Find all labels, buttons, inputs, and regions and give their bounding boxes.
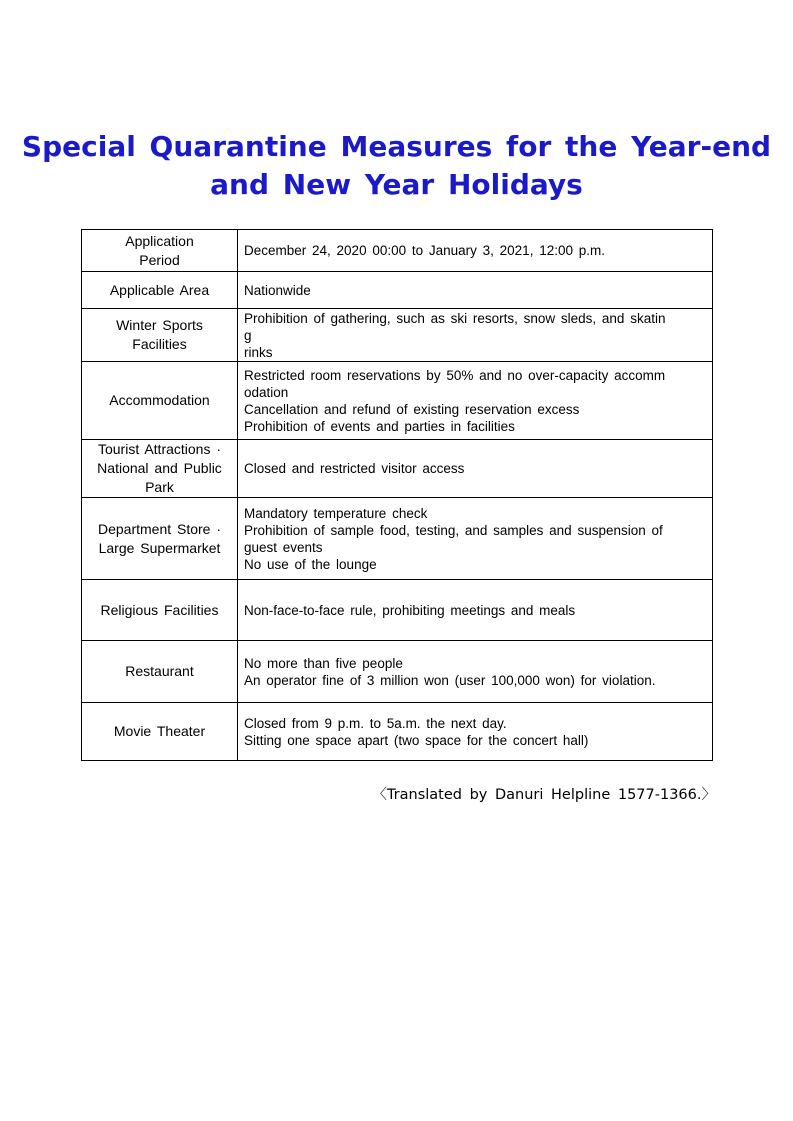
details-cell — [238, 309, 713, 362]
details-cell — [238, 641, 713, 703]
category-line: National and Public — [97, 460, 222, 476]
category-line: Application — [125, 232, 194, 249]
table-row — [82, 362, 713, 440]
details-line: No use of the lounge — [244, 556, 377, 572]
table-row — [82, 641, 713, 703]
details-line: guest events — [244, 539, 323, 555]
details-line: Non-face-to-face rule, prohibiting meetings and meals — [244, 602, 576, 618]
table-row — [82, 703, 713, 761]
details-line: Closed from 9 p.m. to 5a.m. the next day. — [244, 715, 507, 731]
details-line: Prohibition of gathering, such as ski resorts, snow sleds, and skatin — [244, 310, 666, 326]
table-row — [82, 580, 713, 641]
details-line: odation — [244, 384, 289, 400]
table-row — [82, 440, 713, 498]
details-line: g — [244, 327, 252, 343]
details-cell — [238, 703, 713, 761]
details-line: Nationwide — [244, 282, 311, 298]
category-line: Accommodation — [109, 392, 210, 408]
details-line: An operator fine of 3 million won (user 100,000 won) for violation. — [244, 672, 656, 688]
category-line: Park — [145, 479, 174, 495]
details-cell — [238, 362, 713, 440]
category-line: Restaurant — [125, 663, 194, 679]
category-line: Tourist Attractions · — [97, 441, 222, 457]
details-line: No more than five people — [244, 655, 403, 671]
category-cell — [82, 703, 238, 761]
category-line: Winter Sports — [116, 317, 203, 333]
category-line: Facilities — [132, 336, 187, 352]
table-row — [82, 309, 713, 362]
category-cell — [82, 230, 238, 272]
details-line: Prohibition of events and parties in facilities — [244, 418, 515, 434]
title-line-2: and New Year Holidays — [210, 168, 583, 201]
details-cell — [238, 230, 713, 272]
category-cell — [82, 580, 238, 641]
category-line: Large Supermarket — [98, 539, 221, 556]
details-line: rinks — [244, 344, 273, 360]
details-cell — [238, 440, 713, 498]
category-cell — [82, 498, 238, 580]
translation-credit: 〈Translated by Danuri Helpline 1577-1366.〉 — [372, 787, 716, 803]
table-row — [82, 498, 713, 580]
quarantine-measures-table — [81, 229, 713, 761]
document-title — [0, 128, 793, 204]
details-line: Closed and restricted visitor access — [244, 461, 465, 476]
category-cell — [82, 362, 238, 440]
details-line: Cancellation and refund of existing reservation excess — [244, 401, 580, 417]
category-line: Movie Theater — [113, 723, 206, 739]
details-cell — [238, 580, 713, 641]
details-line: December 24, 2020 00:00 to January 3, 2021, 12:00 p.m. — [244, 243, 605, 258]
table-row — [82, 230, 713, 272]
details-line: Prohibition of sample food, testing, and samples and suspension of — [244, 522, 663, 538]
details-line: Mandatory temperature check — [244, 505, 428, 521]
category-cell — [82, 309, 238, 362]
category-line: Religious Facilities — [100, 601, 219, 618]
category-line: Period — [139, 251, 180, 268]
details-line: Sitting one space apart (two space for the concert hall) — [244, 732, 589, 748]
details-cell — [238, 272, 713, 309]
category-cell — [82, 272, 238, 309]
category-cell — [82, 641, 238, 703]
category-line: Applicable Area — [109, 281, 210, 298]
details-line: Restricted room reservations by 50% and no over-capacity accomm — [244, 367, 666, 383]
table-row — [82, 272, 713, 309]
category-line: Department Store · — [97, 520, 222, 537]
category-cell — [82, 440, 238, 498]
details-cell — [238, 498, 713, 580]
title-line-1: Special Quarantine Measures for the Year-end — [21, 130, 772, 163]
